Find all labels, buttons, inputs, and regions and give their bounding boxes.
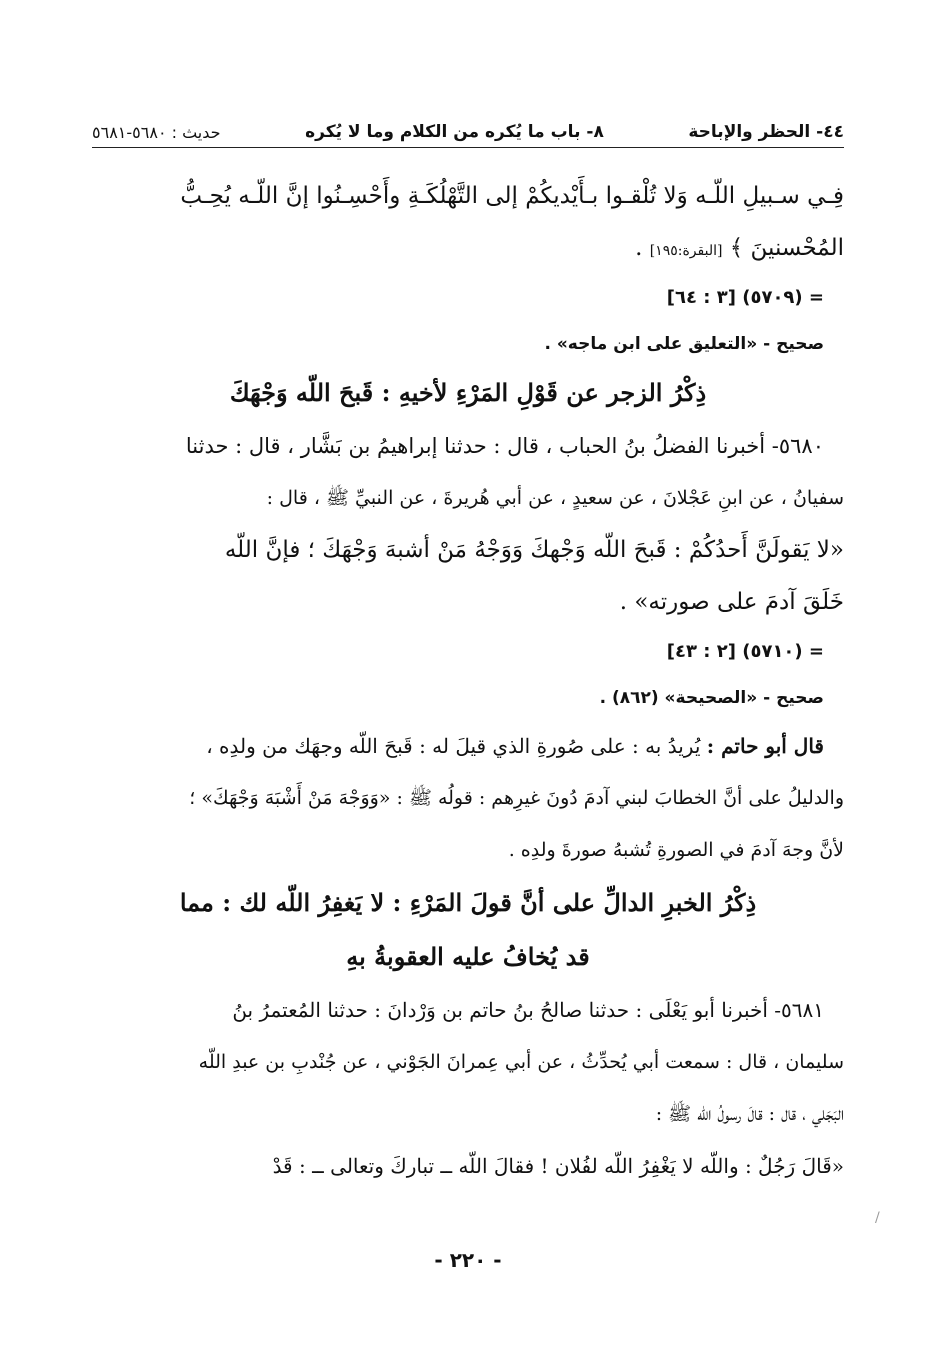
cross-reference-2: = (٥٧١٠) [٢ : ٤٣] [666, 641, 824, 662]
quran-verse-line-2 [92, 222, 844, 274]
section-heading-1: ذِكْرُ الزجر عن قَوْلِ المَرْءِ لأخيهِ : قَبحَ اللّه وَجْهَكَ [229, 378, 707, 407]
hadith-5680-line-4: خَلَقَ آدمَ على صورته» . [619, 589, 844, 615]
commentary-speaker: قال أبو حاتم : [706, 734, 824, 758]
quran-verse-end: . [635, 235, 643, 261]
page-body [92, 170, 844, 1192]
running-header [92, 108, 844, 142]
commentary-line-3: لأنَّ وجهَ آدمَ في الصورةِ تُشبهُ صورةَ ولدِه . [508, 839, 844, 861]
header-rule [92, 147, 844, 148]
section-heading-2-line-1: ذِكْرُ الخبرِ الدالِّ على أنَّ قولَ المَرْءِ : لا يَغفِرُ اللّه لك : مما [179, 888, 757, 917]
hadith-5680-line-2: سفيانُ ، عن ابنِ عَجْلانَ ، عن سعيدٍ ، عن أبي هُريرةَ ، عن النبيِّ ﷺ ، قال : [266, 487, 844, 509]
commentary-line-2: والدليلُ على أنَّ الخطابَ لبني آدمَ دُونَ غيرِهم : قولُه ﷺ : «وَوَجْهَ مَنْ أَشْبَهَ وَجْهَكَ» ؛ [189, 787, 844, 809]
section-heading-2-line-2: قد يُخافُ عليه العقوبةُ بهِ [346, 942, 590, 971]
hadith-grade-2: صحيح - «الصحيحة» (٨٦٢) . [599, 688, 824, 708]
hadith-5681-line-1: ٥٦٨١- أخبرنا أبو يَعْلَى : حدثنا صالحُ بنُ حاتم بن وَرْدانَ : حدثنا المُعتمرُ بنُ [232, 998, 824, 1022]
header-chapter-title: ٨- باب ما يُكره من الكلام وما لا يُكره [305, 122, 604, 142]
quran-verse-text: المُحْسنينَ ﴾ [729, 235, 844, 261]
hadith-5681-line-3: البَجَلي ، قال : قالَ رسولُ اللّه ﷺ : [655, 1103, 844, 1125]
commentary-line-1 [92, 720, 844, 772]
cross-reference-1: = (٥٧٠٩) [٣ : ٦٤] [666, 287, 824, 308]
header-hadith-range: حديث : ٥٦٨٠-٥٦٨١ [92, 123, 221, 142]
hadith-5681-line-2: سليمان ، قال : سمعت أبي يُحدِّثُ ، عن أبي عِمرانَ الجَوْني ، عن جُنْدبِ بن عبدِ اللّه [198, 1051, 844, 1073]
quran-citation: [البقرة:١٩٥] [649, 243, 723, 259]
scan-mark: / [875, 1210, 880, 1226]
document-page [92, 0, 844, 1368]
quran-verse-line-1: فِـي سـبيلِ اللّـه وَلا تُلْقـوا بـأَيْديكُمْ إلى التَّهْلُكَـةِ وأَحْسِـنُوا إنَّ اللّـه يُحِـبُّ [180, 183, 844, 209]
hadith-5681-line-4: «قَالَ رَجُلٌ : واللّه لا يَغْفِرُ اللّه لفُلان ! فقالَ اللّه ــ تباركَ وتعالى ــ : قَدْ [272, 1154, 844, 1178]
hadith-5680-line-1: ٥٦٨٠- أخبرنا الفضلُ بنُ الحباب ، قال : حدثنا إبراهيمُ بن بَشَّار ، قال : حدثنا [185, 434, 824, 458]
header-book-title: ٤٤- الحظر والإباحة [688, 122, 844, 142]
hadith-grade-1: صحيح - «التعليق على ابن ماجه» . [544, 334, 824, 354]
hadith-5680-line-3: «لا يَقولَنَّ أَحدُكُمْ : قَبحَ اللّه وَجْهكَ وَوَجْهُ مَنْ أشبهَ وَجْهَكَ ؛ فإنَّ اللّه [224, 537, 844, 563]
page-number: - ٢٢٠ - [434, 1248, 502, 1272]
commentary-text-1: يُريدُ به : على صُورةِ الذي قيلَ له : قَبحَ اللّه وجهَك من ولدِه ، [206, 734, 707, 758]
